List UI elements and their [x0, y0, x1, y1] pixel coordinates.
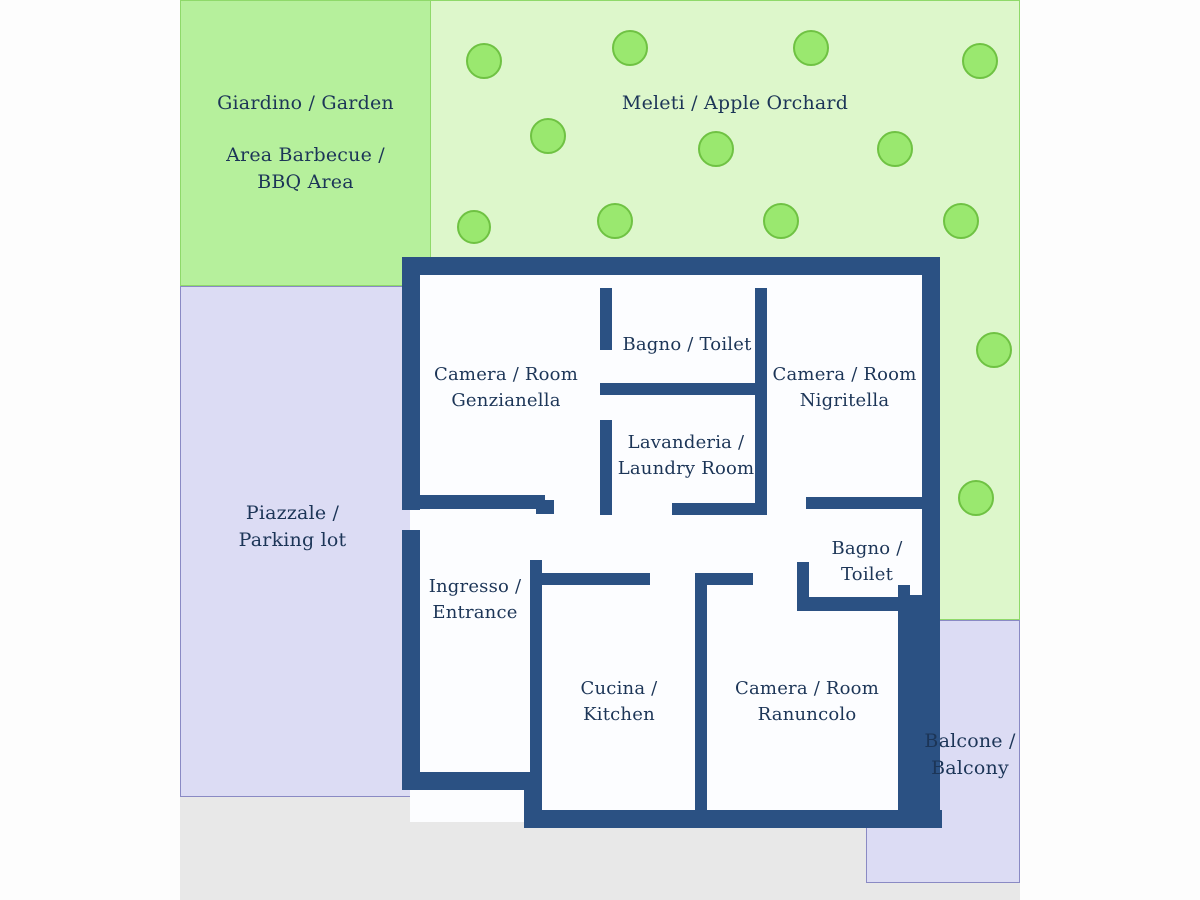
tree-icon: [943, 203, 979, 239]
wall-exterior-left-upper: [402, 257, 420, 510]
wall-lavanderia-bottom: [672, 503, 767, 515]
wall-bagno-top-bottom: [600, 383, 760, 395]
wall-exterior-right-upper: [922, 257, 940, 610]
tree-icon: [962, 43, 998, 79]
room-label-ingresso: Ingresso / Entrance: [428, 576, 522, 623]
tree-icon: [612, 30, 648, 66]
wall-genzianella-bottom-stub: [536, 500, 554, 514]
wall-bagno-bottom-top: [797, 597, 922, 611]
tree-icon: [976, 332, 1012, 368]
wall-nigritella-left: [755, 288, 767, 515]
zone-label-bbq: Area Barbecue / BBQ Area: [226, 144, 385, 193]
wall-exterior-top: [402, 257, 940, 275]
tree-icon: [530, 118, 566, 154]
wall-ranuncolo-right: [898, 585, 910, 810]
wall-cucina-top: [530, 573, 650, 585]
zone-label-orchard: Meleti / Apple Orchard: [621, 92, 849, 114]
tree-icon: [958, 480, 994, 516]
tree-icon: [698, 131, 734, 167]
wall-nigritella-bottom: [806, 497, 924, 509]
wall-genzianella-right: [600, 288, 612, 350]
tree-icon: [877, 131, 913, 167]
tree-icon: [466, 43, 502, 79]
zone-garden: [180, 0, 431, 286]
wall-exterior-bottom-left: [402, 772, 536, 790]
room-label-camera-ranuncolo: Camera / Room Ranuncolo: [735, 678, 879, 725]
zone-label-garden: Giardino / Garden: [217, 92, 394, 114]
zone-label-parking: Piazzale / Parking lot: [238, 502, 347, 551]
room-label-bagno-toilet-bottom: Bagno / Toilet: [831, 538, 903, 585]
room-label-lavanderia: Lavanderia / Laundry Room: [617, 432, 755, 479]
wall-exterior-left-lower: [402, 530, 420, 790]
wall-genzianella-right-2: [600, 420, 612, 515]
zone-parking-lot: [180, 286, 431, 797]
tree-icon: [793, 30, 829, 66]
room-label-cucina: Cucina / Kitchen: [580, 678, 658, 725]
room-label-bagno-toilet-top: Bagno / Toilet: [622, 334, 752, 355]
wall-ingresso-right: [530, 560, 542, 810]
tree-icon: [763, 203, 799, 239]
wall-exterior-bottom: [524, 810, 942, 828]
zone-label-balcony: Balcone / Balcony: [924, 730, 1016, 779]
tree-icon: [597, 203, 633, 239]
wall-genzianella-bottom: [410, 495, 545, 509]
wall-cucina-right: [695, 573, 707, 810]
wall-ranuncolo-top: [695, 573, 753, 585]
tree-icon: [457, 210, 491, 244]
room-label-camera-nigritella: Camera / Room Nigritella: [772, 364, 917, 411]
room-label-camera-genzianella: Camera / Room Genzianella: [434, 364, 578, 411]
